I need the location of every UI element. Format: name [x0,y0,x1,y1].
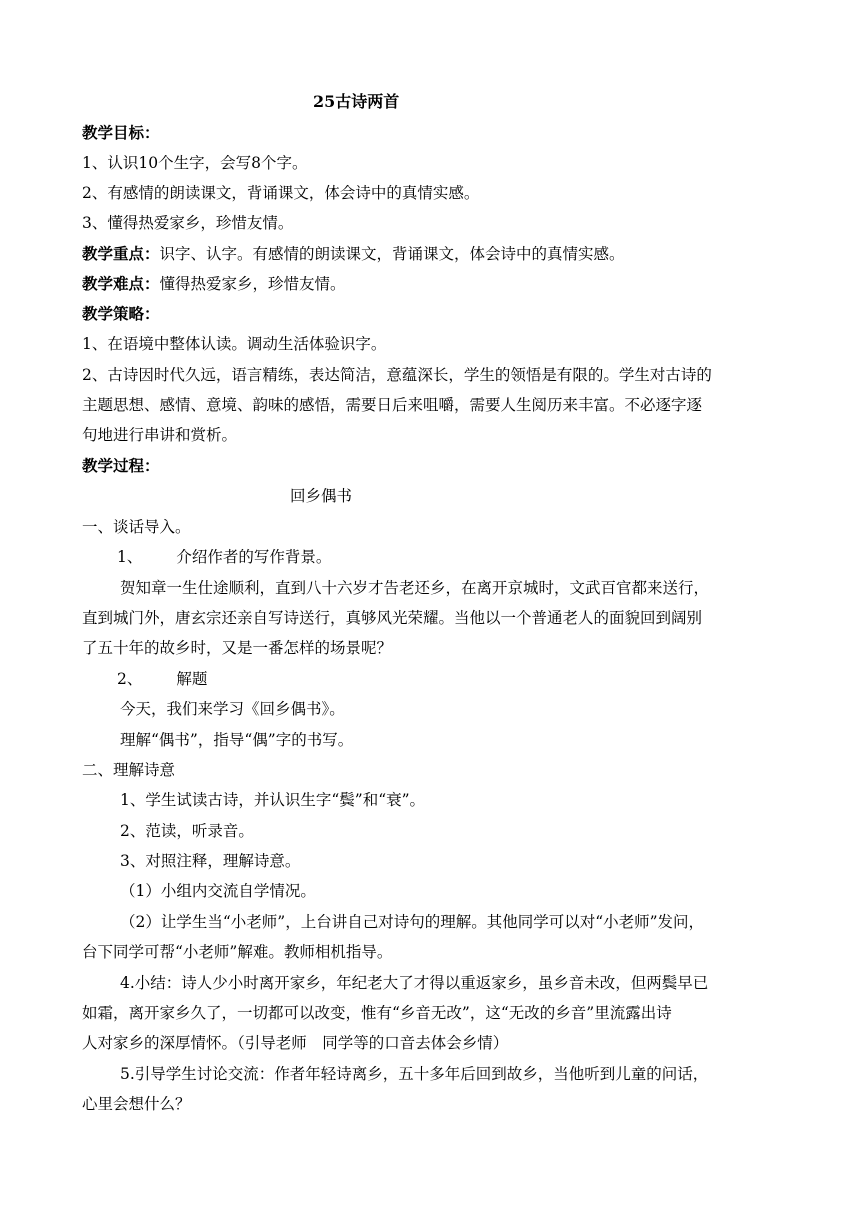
strategy-item-line: 2、古诗因时代久远，语言精练，表达简洁，意蕴深长，学生的领悟是有限的。学生对古诗的 [82,366,712,384]
key-points-label: 教学重点： [82,244,160,263]
paragraph-line: 直到城门外，唐玄宗还亲自写诗送行，真够风光荣耀。当他以一个普通老人的面貌回到阔别 [82,609,703,627]
strategy-heading: 教学策略： [82,304,160,323]
list-item: 3、对照注释，理解诗意。 [120,852,301,870]
strategy-item: 1、在语境中整体认读。调动生活体验识字。 [82,335,387,353]
key-points-text: 识字、认字。有感情的朗读课文，背诵课文，体会诗中的真情实感。 [159,245,625,263]
objective-item: 1、认识10个生字，会写8个字。 [82,154,308,172]
list-item [117,546,817,568]
objective-item: 3、懂得热爱家乡，珍惜友情。 [82,214,294,232]
sub-item: （1）小组内交流自学情况。 [120,882,316,900]
summary-line: 如霜，离开家乡久了，一切都可以改变，惟有“乡音无改”，这“无改的乡音”里流露出诗 [82,1004,672,1022]
difficulty-points [82,273,782,295]
list-item: 2、范读，听录音。 [120,822,254,840]
process-heading: 教学过程： [82,456,160,475]
list-item-number: 2、 [117,670,143,688]
sub-item-line: （2）让学生当“小老师”，上台讲自己对诗句的理解。其他同学可以对“小老师”发问， [120,913,705,931]
paragraph-line: 贺知章一生仕途顺利，直到八十六岁才告老还乡，在离开京城时，文武百官都来送行， [120,579,710,597]
list-item-number: 1、 [117,548,143,566]
list-item-text: 介绍作者的写作背景。 [176,548,332,566]
paragraph-line: 理解“偶书”，指导“偶”字的书写。 [120,731,354,749]
key-points [82,243,782,265]
list-item: 1、学生试读古诗，并认识生字“鬓”和“衰”。 [120,791,426,809]
poem-title: 回乡偶书 [290,487,353,505]
sub-item-line: 台下同学可帮“小老师”解难。教师相机指导。 [82,943,393,961]
section-heading: 二、理解诗意 [82,761,176,779]
paragraph-line: 今天，我们来学习《回乡偶书》。 [120,700,345,718]
strategy-item-line: 句地进行串讲和赏析。 [82,426,238,444]
discussion-line: 5.引导学生讨论交流：作者年轻诗离乡，五十多年后回到故乡，当他听到儿童的问话， [120,1065,709,1083]
difficulty-label: 教学难点： [82,274,160,293]
strategy-item-line: 主题思想、感情、意境、韵味的感悟，需要日后来咀嚼，需要人生阅历来丰富。不必逐字逐 [82,396,703,414]
summary-line: 4.小结：诗人少小时离开家乡，年纪老大了才得以重返家乡，虽乡音未改，但两鬓早已 [120,974,709,992]
paragraph-line: 了五十年的故乡时，又是一番怎样的场景呢？ [82,639,393,657]
objective-item: 2、有感情的朗读课文，背诵课文，体会诗中的真情实感。 [82,184,480,202]
objectives-heading: 教学目标： [82,123,160,142]
list-item [117,668,817,690]
difficulty-text: 懂得热爱家乡，珍惜友情。 [159,275,346,293]
section-heading: 一、谈话导入。 [82,518,191,536]
summary-line: 人对家乡的深厚情怀。（引导老师 同学等的口音去体会乡情） [82,1034,509,1052]
document-title: 25古诗两首 [313,92,400,111]
list-item-text: 解题 [176,670,208,688]
discussion-line: 心里会想什么？ [82,1095,191,1113]
